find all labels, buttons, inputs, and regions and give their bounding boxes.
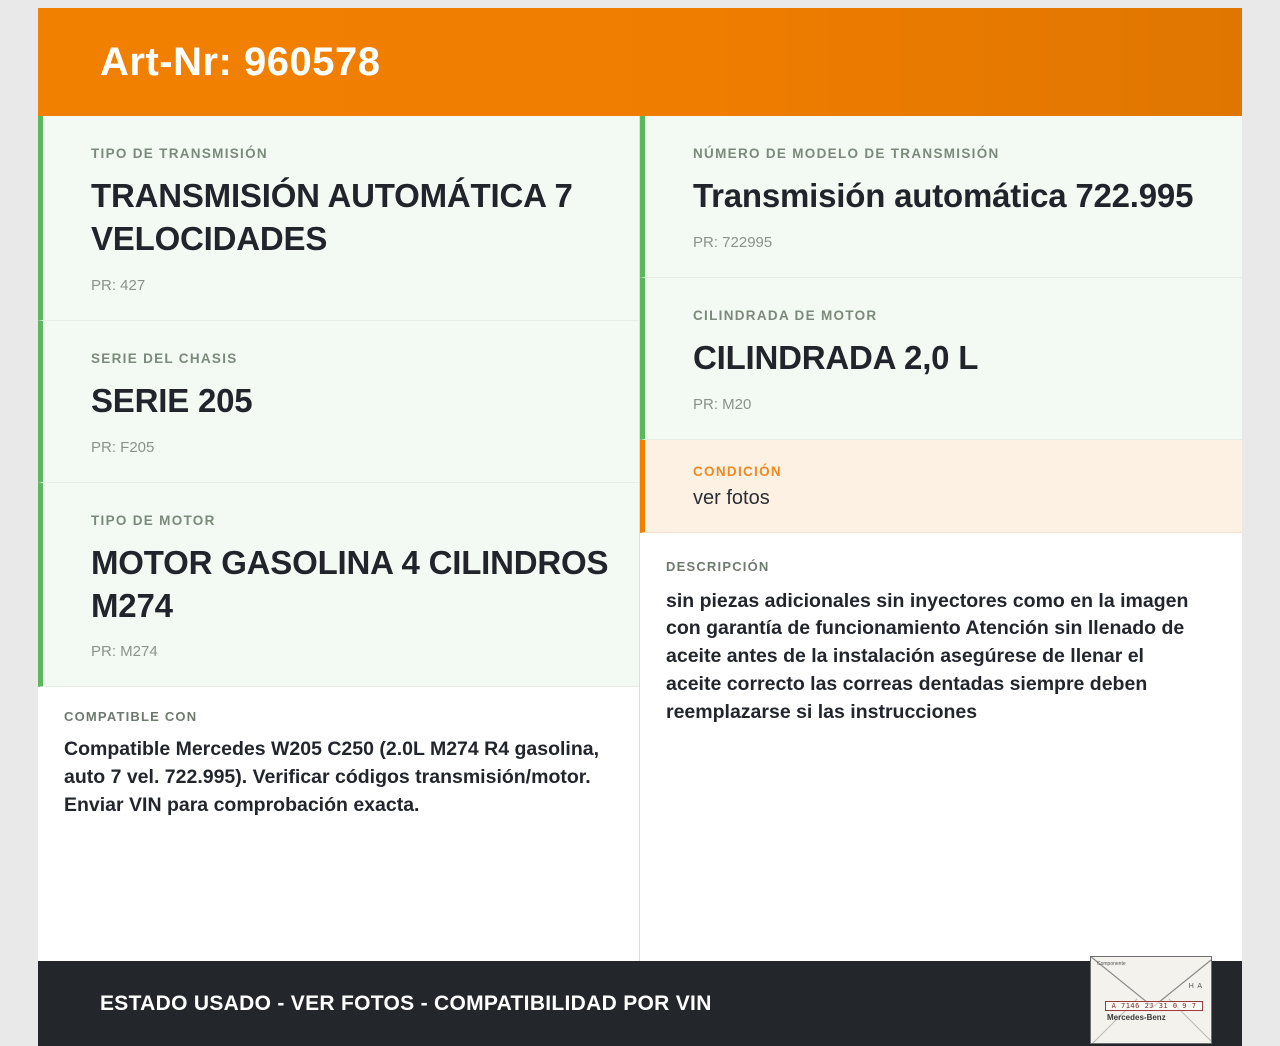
- spec-label: CILINDRADA DE MOTOR: [693, 307, 878, 323]
- spec-value: TRANSMISIÓN AUTOMÁTICA 7 VELOCIDADES: [91, 177, 573, 257]
- condition-value: ver fotos: [693, 486, 770, 509]
- condition-label: CONDICIÓN: [693, 463, 782, 479]
- spec-body: [38, 116, 1242, 961]
- left-column: [38, 116, 640, 961]
- right-column: [640, 116, 1242, 961]
- spec-code: PR: 427: [91, 276, 146, 294]
- spec-engine-displacement: [640, 278, 1242, 440]
- spec-chassis-series: [38, 321, 639, 483]
- spec-value: SERIE 205: [91, 381, 253, 419]
- spec-code: PR: F205: [91, 438, 155, 456]
- compatibility-block: [38, 687, 639, 843]
- spec-condition: [640, 440, 1242, 533]
- stamp-part-code: A 7146 2J 31 0 9 7: [1105, 1001, 1203, 1011]
- page-title: Art-Nr: 960578: [100, 39, 381, 84]
- spec-value: MOTOR GASOLINA 4 CILINDROS M274: [91, 543, 609, 624]
- spec-sheet: [38, 8, 1242, 1046]
- spec-code: PR: 722995: [693, 233, 773, 251]
- spec-transmission-type: [38, 116, 639, 321]
- footer-note: ESTADO USADO - VER FOTOS - COMPATIBILIDAD POR VIN: [100, 991, 712, 1015]
- description-label: DESCRIPCIÓN: [666, 558, 770, 574]
- spec-label: TIPO DE TRANSMISIÓN: [91, 146, 268, 161]
- compatibility-label: COMPATIBLE CON: [64, 709, 198, 725]
- stamp-brand: Mercedes-Benz: [1107, 1013, 1166, 1022]
- spec-label: NÚMERO DE MODELO DE TRANSMISIÓN: [693, 146, 1000, 161]
- description-block: [640, 533, 1242, 746]
- stamp-top-label: Componente: [1097, 961, 1126, 967]
- footer-bar: [38, 961, 1242, 1046]
- spec-code: PR: M20: [693, 395, 752, 413]
- spec-engine-type: [38, 483, 639, 688]
- envelope-icon: [1090, 956, 1212, 1044]
- spec-label: TIPO DE MOTOR: [91, 512, 216, 528]
- stamp-side-label: H A: [1188, 983, 1203, 990]
- description-text: sin piezas adicionales sin inyectores como en la imagen con garantía de funcionamiento Atención sin llenado de aceite antes de la instalación asegúrese de llenar el aceite correcto las correas dentadas siempre deben reemplazarse si las instrucciones: [666, 589, 1189, 723]
- spec-transmission-model: [640, 116, 1242, 278]
- spec-value: CILINDRADA 2,0 L: [693, 338, 979, 376]
- spec-value: Transmisión automática 722.995: [693, 177, 1194, 214]
- compatibility-text: Compatible Mercedes W205 C250 (2.0L M274 R4 gasolina, auto 7 vel. 722.995). Verificar códigos transmisión/motor. Enviar VIN para comprobación exacta.: [64, 738, 600, 816]
- header-bar: [38, 8, 1242, 116]
- spec-label: SERIE DEL CHASIS: [91, 350, 238, 366]
- spec-code: PR: M274: [91, 643, 158, 661]
- part-label-photo: [1090, 956, 1212, 1044]
